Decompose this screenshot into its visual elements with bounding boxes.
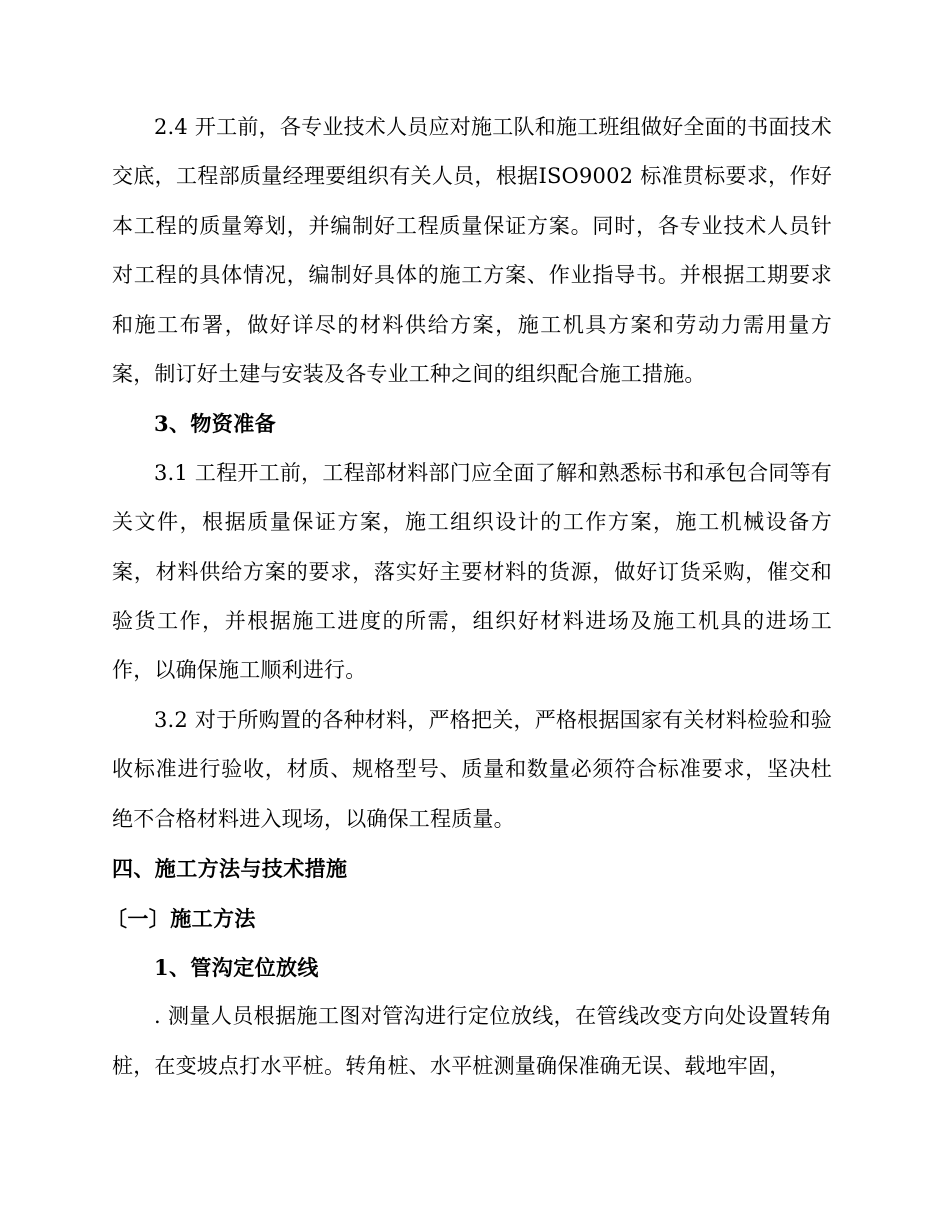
paragraph-3-2: 3.2 对于所购置的各种材料，严格把关，严格根据国家有关材料检验和验收标准进行验收，材质、规格型号、质量和数量必须符合标准要求，坚决杜绝不合格材料进入现场，以确保工程质量。 <box>112 707 832 831</box>
heading-material-preparation: 3、物资准备 <box>154 411 277 437</box>
document-page <box>106 103 832 1091</box>
heading-trench-layout: 1、管沟定位放线 <box>154 954 319 980</box>
paragraph-3-1: 3.1 工程开工前，工程部材料部门应全面了解和熟悉标书和承包合同等有关文件，根据质量保证方案，施工组织设计的工作方案，施工机械设备方案，材料供给方案的要求，落实好主要材料的货源，做好订货采购，催交和验货工作，并根据施工进度的所需，组织好材料进场及施工机具的进场工作，以确保施工顺利进行。 <box>112 460 832 683</box>
heading-construction-methods: 四、施工方法与技术措施 <box>112 856 348 882</box>
paragraph-2-4: 2.4 开工前，各专业技术人员应对施工队和施工班组做好全面的书面技术交底，工程部质量经理要组织有关人员，根据ISO9002 标准贯标要求，作好本工程的质量筹划，并编制好工程质量保证方案。同时，各专业技术人员针对工程的具体情况，编制好具体的施工方案、作业指导书。并根据工期要求和施工布署，做好详尽的材料供给方案，施工机具方案和劳动力需用量方案，制订好土建与安装及各专业工种之间的组织配合施工措施。 <box>112 115 832 387</box>
paragraph-survey: . 测量人员根据施工图对管沟进行定位放线，在管线改变方向处设置转角桩，在变坡点打水平桩。转角桩、水平桩测量确保准确无误、载地牢固， <box>112 1004 832 1078</box>
heading-construction-method-1: 〔一〕施工方法 <box>106 905 256 931</box>
